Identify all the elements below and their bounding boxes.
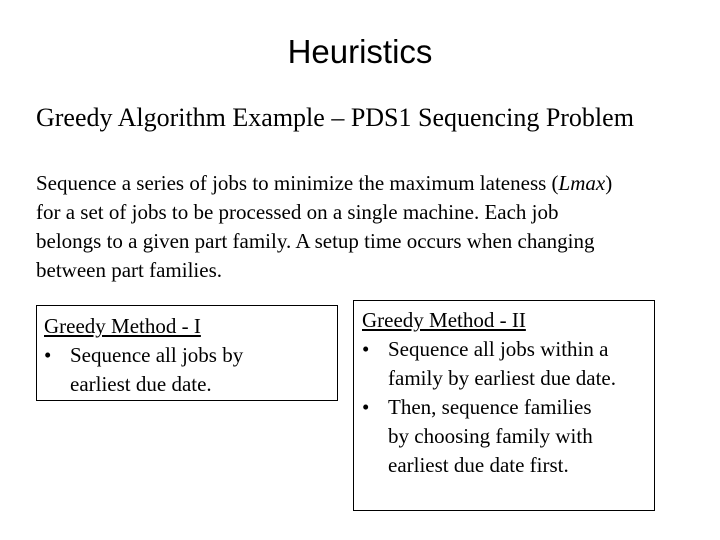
slide-subtitle: Greedy Algorithm Example – PDS1 Sequencing Problem <box>36 103 634 132</box>
list-item-line: Sequence all jobs within a <box>388 337 609 361</box>
greedy-method-2-heading: Greedy Method - II <box>362 308 526 332</box>
greedy-method-1-list <box>44 341 337 399</box>
list-item <box>44 341 337 399</box>
list-item-line: by choosing family with <box>388 424 593 448</box>
list-item-line: earliest due date. <box>70 372 212 396</box>
greedy-method-1-heading: Greedy Method - I <box>44 314 201 338</box>
list-item-line: Then, sequence families <box>388 395 592 419</box>
description-line: belongs to a given part family. A setup time occurs when changing <box>36 229 595 253</box>
bullet-icon: • <box>362 337 370 361</box>
list-item-line: family by earliest due date. <box>388 366 616 390</box>
description-text: Sequence a series of jobs to minimize the maximum lateness ( <box>36 171 559 195</box>
description-text: ) <box>605 171 613 195</box>
greedy-method-1-box <box>36 305 338 401</box>
problem-description <box>36 169 716 285</box>
greedy-method-2-box <box>353 300 655 511</box>
list-item-line: Sequence all jobs by <box>70 343 244 367</box>
list-item-line: earliest due date first. <box>388 453 569 477</box>
description-line: for a set of jobs to be processed on a single machine. Each job <box>36 200 559 224</box>
list-item <box>362 393 654 480</box>
bullet-icon: • <box>362 395 370 419</box>
list-item <box>362 335 654 393</box>
slide-title: Heuristics <box>287 33 433 70</box>
bullet-icon: • <box>44 343 52 367</box>
description-line: between part families. <box>36 258 223 282</box>
description-line <box>36 169 716 198</box>
greedy-method-2-list <box>362 335 654 480</box>
lmax-term: Lmax <box>558 171 606 195</box>
